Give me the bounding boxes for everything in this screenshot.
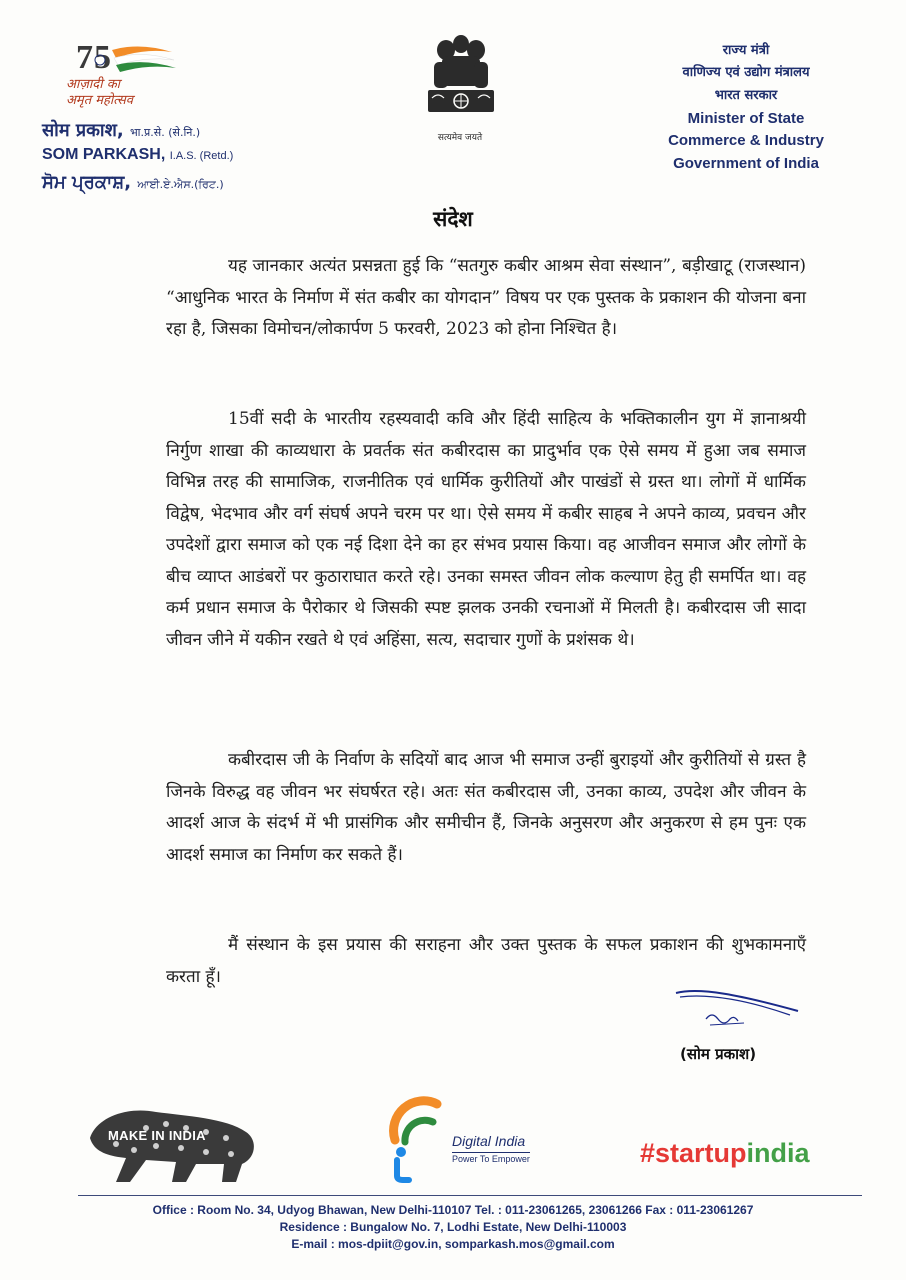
name-english-text: SOM PARKASH,	[42, 146, 166, 163]
ministry-hindi: वाणिज्य एवं उद्योग मंत्रालय	[682, 65, 810, 80]
azadi-ka-amrit-mahotsav-logo	[60, 38, 190, 108]
title-hindi: भा.प्र.से. (से.नि.)	[129, 126, 201, 139]
name-punjabi	[42, 172, 224, 193]
signature	[670, 985, 810, 1035]
office-address: Office : Room No. 34, Udyog Bhawan, New Delhi-110107 Tel. : 011-23061265, 23061266 Fax : 011-23061267	[152, 1203, 754, 1217]
title-punjabi: ਆਈ.ਏ.ਐਸ.(ਰਿਟ.)	[137, 178, 224, 191]
letter-paragraph: यह जानकार अत्यंत प्रसन्नता हुई कि “सतगुरु कबीर आश्रम सेवा संस्थान”, बड़ीखाटू (राजस्थान) “आधुनिक भारत के निर्माण में संत कबीर का योगदान” विषय पर एक पुस्तक के प्रकाशन की योजना बना रहा है, जिसका विमोचन/लोकार्पण 5 फरवरी, 2023 को होना निश्चित है।	[166, 256, 806, 339]
government-english: Government of India	[673, 155, 819, 172]
svg-text:आज़ादी का: आज़ादी का	[66, 77, 121, 92]
signatory-name: (सोम प्रकाश)	[680, 1045, 757, 1063]
emblem-motto: सत्यमेव जयते	[437, 133, 483, 143]
startup-india-logo	[640, 1138, 810, 1169]
digital-india-tagline: Power To Empower	[452, 1154, 530, 1164]
footer-divider	[78, 1195, 862, 1196]
startup-india-text: india	[746, 1138, 810, 1168]
name-english	[42, 146, 233, 164]
startup-hash-text: #startup	[640, 1138, 747, 1168]
minister-title-hindi: राज्य मंत्री	[722, 43, 770, 58]
residence-address: Residence : Bungalow No. 7, Lodhi Estate, New Delhi-110003	[279, 1220, 627, 1234]
government-hindi: भारत सरकार	[714, 88, 778, 103]
make-in-india-text: MAKE IN INDIA	[108, 1128, 206, 1143]
letter-paragraph: कबीरदास जी के निर्वाण के सदियों बाद आज भी समाज उन्हीं बुराइयों और कुरीतियों से ग्रस्त है जिनके विरुद्ध वह जीवन भर संघर्षरत रहे। अतः संत कबीरदास जी, उनका काव्य, उपदेश और जीवन के आदर्श आज के संदर्भ में भी प्रासंगिक और समीचीन हैं, जिनके अनुसरण और अनुकरण से हम पुनः एक आदर्श समाज का निर्माण कर सकते हैं।	[166, 750, 806, 865]
name-hindi-text: सोम प्रकाश,	[42, 120, 124, 141]
letter-paragraph: मैं संस्थान के इस प्रयास की सराहना और उक्त पुस्तक के सफल प्रकाशन की शुभकामनाएँ करता हूँ।	[166, 935, 806, 987]
letter-paragraph: 15वीं सदी के भारतीय रहस्यवादी कवि और हिंदी साहित्य के भक्तिकालीन युग में ज्ञानाश्रयी निर्गुण शाखा की काव्यधारा के प्रवर्तक संत कबीरदास का प्रादुर्भाव एक ऐसे समय में हुआ जब समाज विभिन्न तरह की सामाजिक, राजनीतिक एवं धार्मिक कुरीतियों और पाखंडों से ग्रस्त था। लोगों में धार्मिक विद्वेष, भेदभाव और वर्ग संघर्ष अपने चरम पर था। ऐसे समय में कबीर साहब ने अपने काव्य, प्रवचन और उपदेशों द्वारा समाज को एक नई दिशा देने का हर संभव प्रयास किया। वह आजीवन समाज और लोगों के बीच व्याप्त आडंबरों पर कुठाराघात करते रहे। उनका समस्त जीवन लोक कल्याण हेतु ही समर्पित था। वह कर्म प्रधान समाज के पैरोकार थे जिसकी स्पष्ट झलक उनकी रचनाओं में मिलती है। कबीरदास जी सादा जीवन जीने में यकीन रखते थे एवं अहिंसा, सत्य, सदाचार गुणों के प्रशंसक थे।	[166, 409, 806, 650]
name-hindi	[42, 118, 200, 142]
digital-india-name: Digital India	[452, 1133, 526, 1149]
svg-text:अमृत महोत्सव: अमृत महोत्सव	[66, 93, 134, 108]
name-punjabi-text: ਸੋਮ ਪ੍ਰਕਾਸ਼,	[42, 172, 132, 193]
ministry-english: Commerce & Industry	[668, 132, 824, 149]
title-english: I.A.S. (Retd.)	[169, 150, 234, 162]
national-emblem-icon	[416, 28, 506, 130]
svg-text:7: 7	[76, 39, 93, 76]
email-address: E-mail : mos-dpiit@gov.in, somparkash.mos@gmail.com	[291, 1237, 615, 1251]
letter-heading: संदेश	[433, 207, 473, 231]
svg-text:5: 5	[94, 39, 111, 76]
minister-title-english: Minister of State	[687, 110, 805, 127]
digital-india-logo-icon	[375, 1090, 455, 1184]
